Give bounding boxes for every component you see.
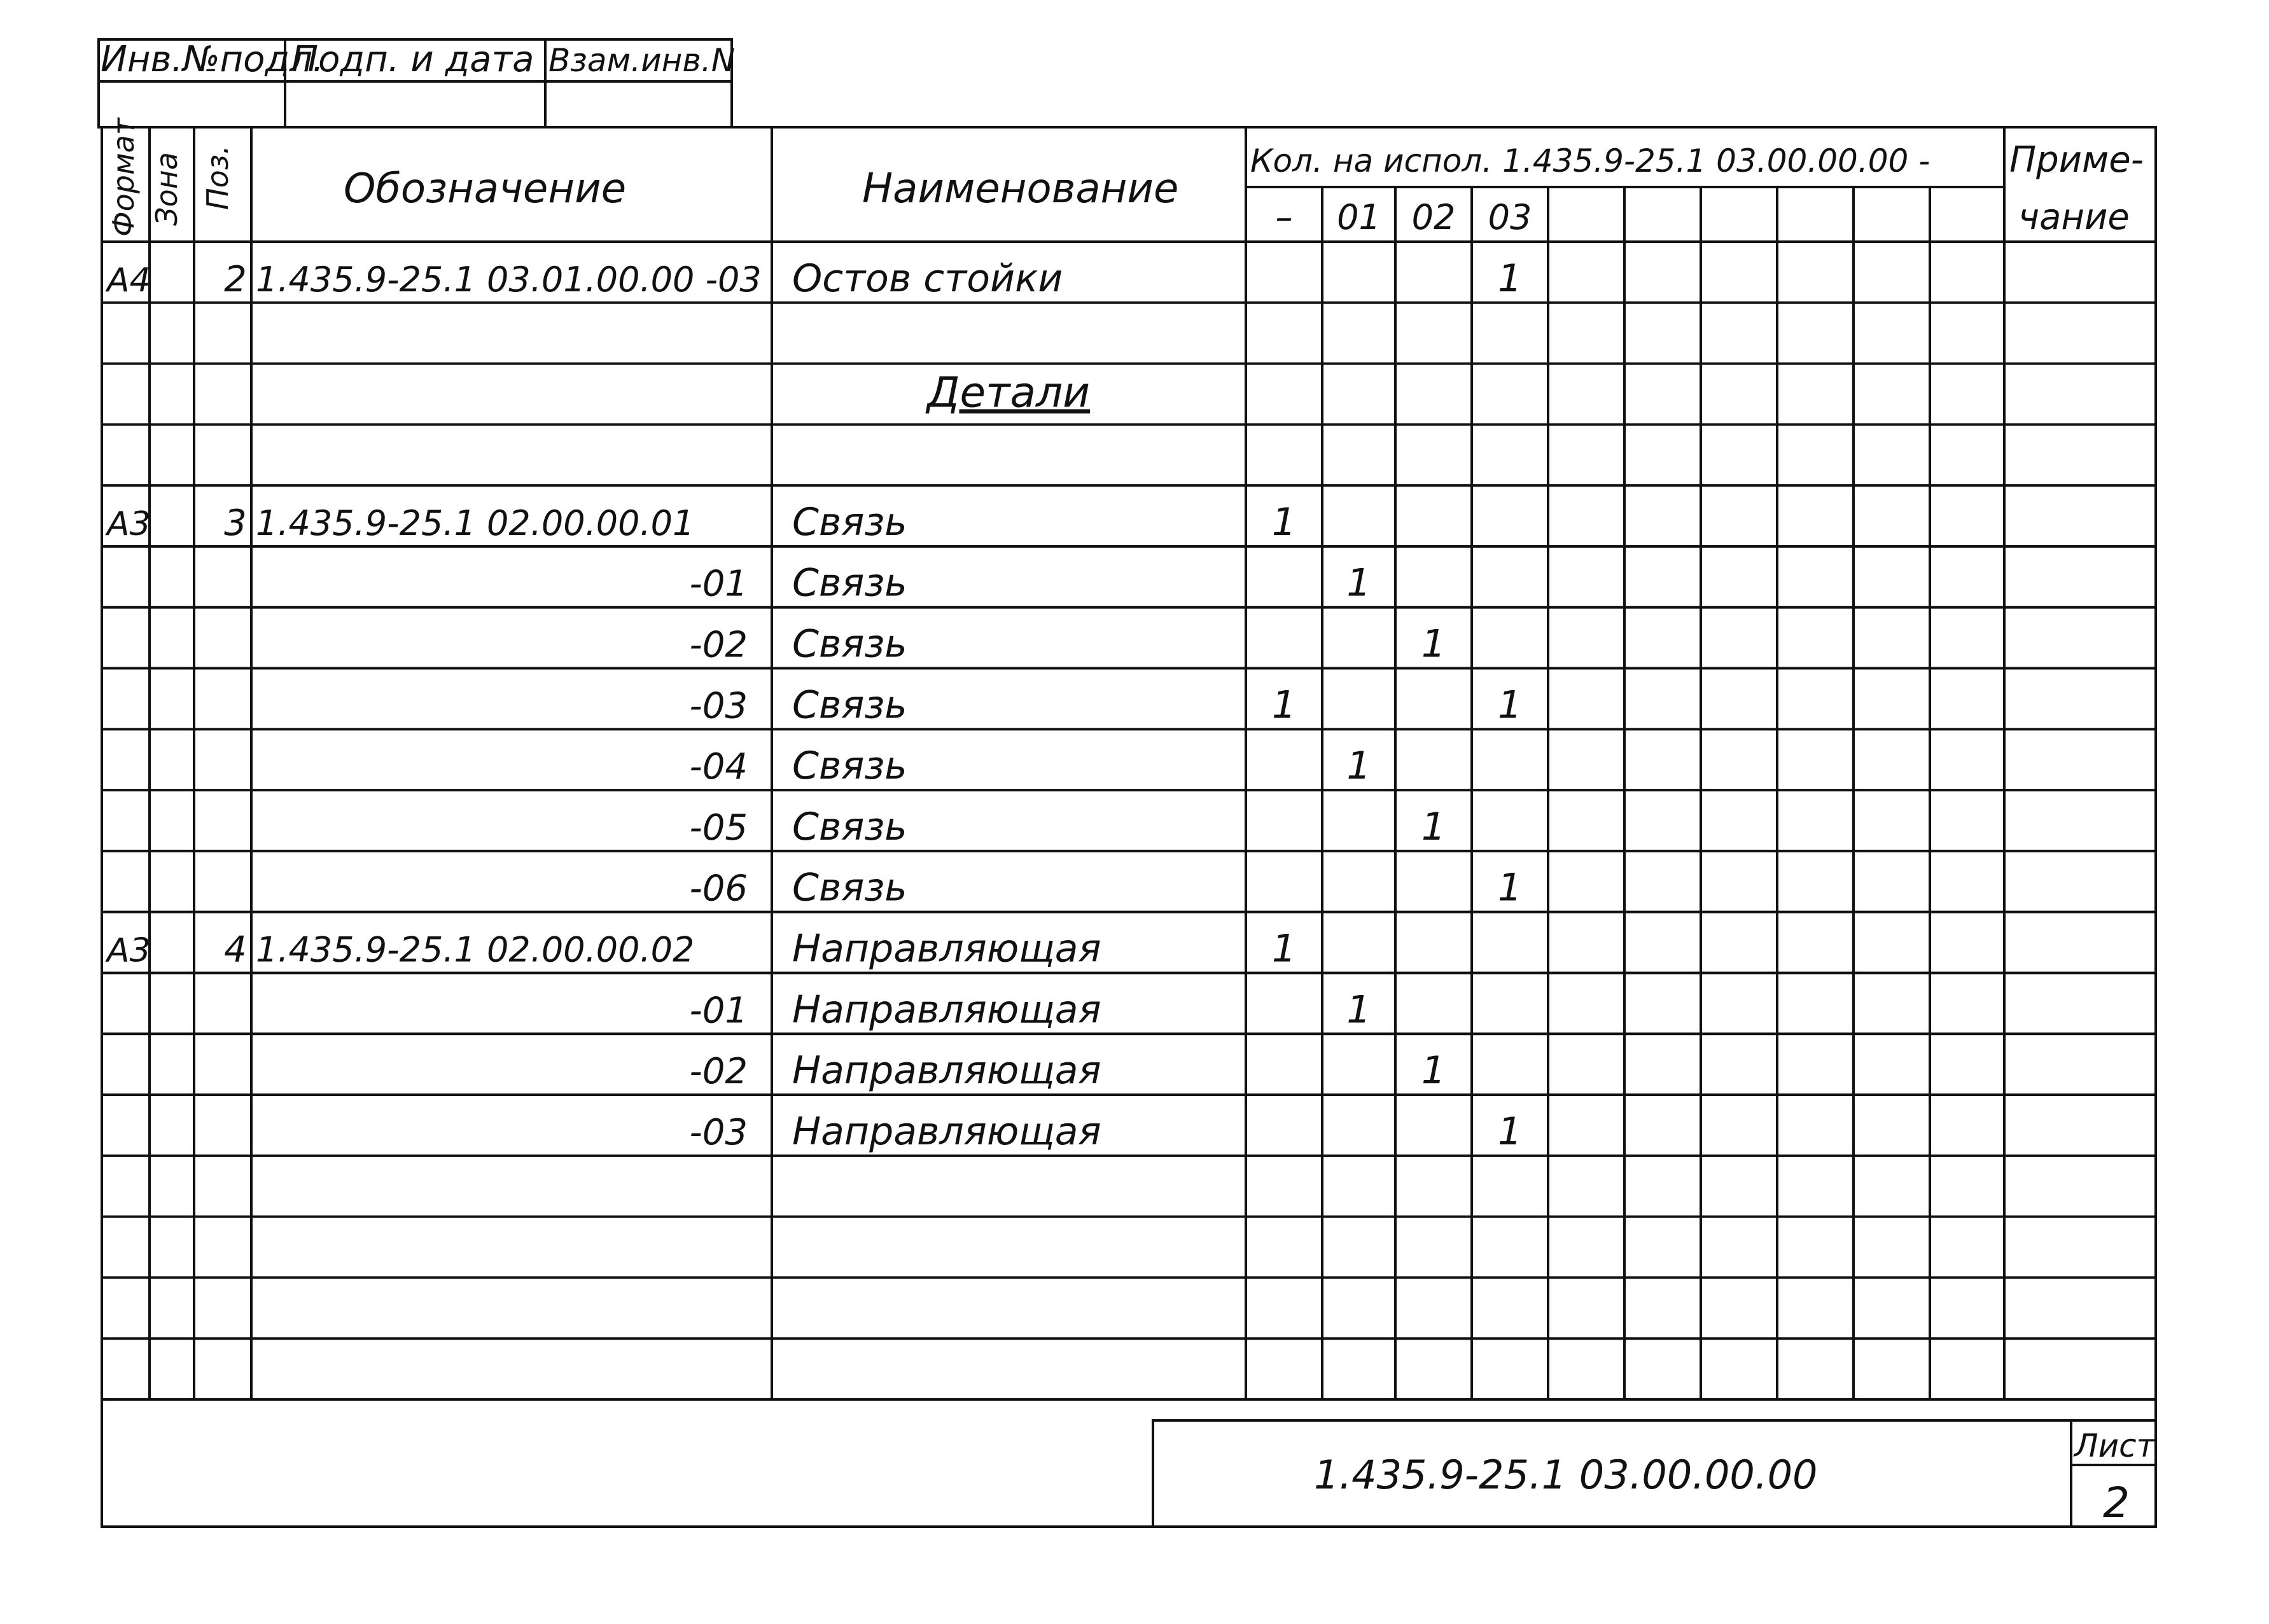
row-name: Связь xyxy=(792,683,907,728)
row-name: Связь xyxy=(792,499,907,545)
header-primechanie-1: Приме- xyxy=(2009,139,2144,181)
stamp-inv-podl-label: Инв.№подл. xyxy=(101,39,324,80)
row-position: 2 xyxy=(224,258,247,300)
row-quantity: 1 xyxy=(1497,256,1523,301)
row-designation: -05 xyxy=(689,807,748,849)
sheet-number: 2 xyxy=(2103,1478,2130,1527)
row-name: Направляющая xyxy=(792,1048,1101,1093)
variant-header-3: 03 xyxy=(1488,197,1532,237)
row-designation: -02 xyxy=(689,1051,748,1093)
section-heading: Детали xyxy=(926,368,1091,417)
header-poz: Поз. xyxy=(200,145,235,210)
row-name: Направляющая xyxy=(792,987,1101,1032)
row-name: Остов стойки xyxy=(792,256,1063,301)
row-name: Связь xyxy=(792,804,907,849)
variant-header-1: 01 xyxy=(1337,197,1381,237)
row-designation: -06 xyxy=(689,868,748,910)
specification-table-body xyxy=(105,256,1522,1154)
row-designation: -01 xyxy=(689,990,748,1032)
sheet-label: Лист xyxy=(2074,1427,2155,1464)
row-quantity: 1 xyxy=(1497,1109,1523,1154)
row-format: А3 xyxy=(107,504,151,543)
row-designation: -03 xyxy=(689,685,748,727)
row-designation: 1.435.9-25.1 03.01.00.00 -03 xyxy=(256,259,762,300)
row-quantity: 1 xyxy=(1346,560,1371,606)
row-name: Направляющая xyxy=(792,926,1101,971)
variant-headers xyxy=(1276,197,1532,237)
row-name: Связь xyxy=(792,560,907,606)
header-kol-na-ispoln: Кол. на испол. 1.435.9-25.1 03.00.00.00 - xyxy=(1250,142,1930,179)
header-oboznachenie: Обозначение xyxy=(344,165,627,212)
row-format: А3 xyxy=(107,931,151,970)
row-quantity: 1 xyxy=(1346,987,1371,1032)
stamp-podp-data-label: Подп. и дата xyxy=(291,39,534,80)
row-format: А4 xyxy=(107,261,151,300)
row-quantity: 1 xyxy=(1346,744,1371,789)
row-quantity: 1 xyxy=(1497,683,1523,728)
row-quantity: 1 xyxy=(1271,683,1297,728)
row-designation: -03 xyxy=(689,1111,748,1153)
row-designation: -01 xyxy=(689,563,748,605)
document-number: 1.435.9-25.1 03.00.00.00 xyxy=(1314,1452,1818,1498)
row-quantity: 1 xyxy=(1421,804,1446,849)
row-designation: -04 xyxy=(689,746,748,788)
row-position: 4 xyxy=(224,929,247,971)
row-name: Связь xyxy=(792,744,907,789)
variant-header-2: 02 xyxy=(1411,197,1456,237)
header-zona: Зона xyxy=(150,152,184,226)
row-designation: 1.435.9-25.1 02.00.00.02 xyxy=(256,929,695,970)
variant-header-0: – xyxy=(1275,197,1293,237)
row-quantity: 1 xyxy=(1497,865,1523,910)
header-format: Формат xyxy=(106,118,141,237)
row-designation: 1.435.9-25.1 02.00.00.01 xyxy=(256,503,695,543)
header-naimenovanie: Наименование xyxy=(862,165,1179,212)
row-quantity: 1 xyxy=(1271,926,1297,971)
row-name: Направляющая xyxy=(792,1109,1101,1154)
row-quantity: 1 xyxy=(1271,499,1297,545)
row-name: Связь xyxy=(792,621,907,667)
row-quantity: 1 xyxy=(1421,621,1446,667)
stamp-vzam-inv-label: Взам.инв.N xyxy=(548,42,736,79)
row-quantity: 1 xyxy=(1421,1048,1446,1093)
row-name: Связь xyxy=(792,865,907,910)
row-designation: -02 xyxy=(689,624,748,666)
header-primechanie-2: чание xyxy=(2018,197,2130,238)
row-position: 3 xyxy=(224,502,247,544)
